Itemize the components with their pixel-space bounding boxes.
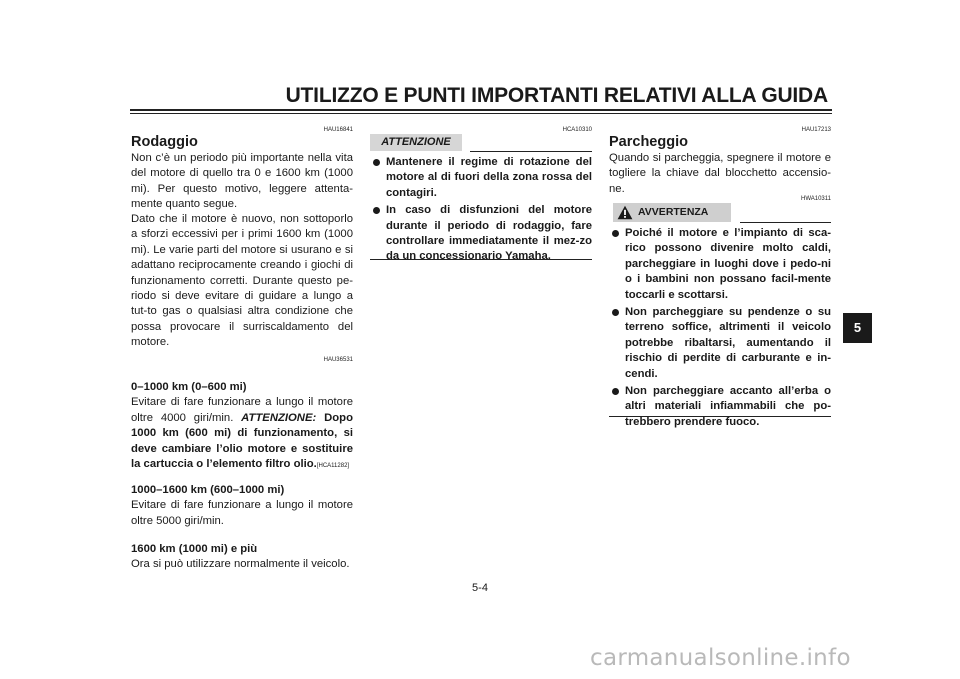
stage-2-text: Evitare di fare funzionare a lungo il motore oltre 5000 giri/min. [131, 499, 353, 527]
watermark: carmanualsonline.info [590, 645, 851, 671]
page-number: 5-4 [472, 582, 488, 594]
parcheggio-paragraph: Quando si parcheggia, spegnere il motore e togliere la chiave dal blocchetto accensio-ne. [609, 152, 831, 195]
stage-3-text: Ora si può utilizzare normalmente il veicolo. [131, 558, 350, 571]
bullet-icon [612, 309, 619, 316]
bullet-icon [373, 207, 380, 214]
breakin-stage-2 [131, 483, 353, 529]
stage-1-heading: 0–1000 km (0–600 mi) [131, 381, 247, 393]
section-code: HAU16841 [323, 127, 353, 133]
title-rule-thin [130, 113, 832, 114]
section-heading-parcheggio: Parcheggio [609, 134, 688, 150]
stage-1-caution-code: [HCA11282] [316, 463, 350, 470]
caution-bottom-rule [370, 259, 592, 260]
warning-label-box [613, 203, 731, 222]
caution-list [370, 155, 592, 267]
warning-bottom-rule [609, 416, 831, 417]
page-title: UTILIZZO E PUNTI IMPORTANTI RELATIVI ALLA GUIDA [285, 84, 828, 107]
caution-top-rule [470, 151, 592, 152]
title-rule [130, 109, 832, 111]
warning-item: Non parcheggiare su pendenze o su terreno soffice, altrimenti il veicolo potrebbe ribaltarsi, aumentando il rischio di perdite di carburante e in-cendi. [609, 305, 831, 382]
chapter-tab: 5 [843, 313, 872, 343]
bullet-icon [612, 230, 619, 237]
warning-triangle-icon [617, 205, 633, 220]
bullet-icon [612, 388, 619, 395]
breakin-stage-1 [131, 380, 353, 474]
bullet-icon [373, 159, 380, 166]
warning-label: AVVERTENZA [638, 206, 709, 218]
breakin-stage-3 [131, 542, 353, 573]
warning-list [609, 226, 831, 432]
stage-3-heading: 1600 km (1000 mi) e più [131, 543, 258, 555]
warning-top-rule [740, 222, 831, 223]
section-code: HAU17213 [801, 127, 831, 133]
stage-2-heading: 1000–1600 km (600–1000 mi) [131, 484, 285, 496]
warning-item: Non parcheggiare accanto all’erba o altri materiali infiammabili che po-trebbero prendere fuoco. [609, 384, 831, 430]
caution-code: HCA10310 [562, 127, 592, 133]
warning-code: HWA10311 [800, 196, 831, 202]
rodaggio-paragraph-2: Dato che il motore è nuovo, non sottoporlo a sforzi eccessivi per i primi 1600 km (1000 mi). Le varie parti del motore si usurano e si adattano reciprocamente creando i giochi di funzionamento corretti. Durante questo pe-riodo si deve evitare di guidare a lungo a tut-to gas o qualsiasi altra condizione che possa provocare il surriscaldamento del motore. [131, 213, 353, 349]
stage-1-caution-text: Dopo 1000 km (600 mi) di funzionamento, si deve cambiare l’olio motore e sostituire la cartuccia o l’elemento filtro olio. [131, 411, 353, 471]
section-heading-rodaggio: Rodaggio [131, 134, 198, 150]
stage-1-instruction: Evitare di fare funzionare a lungo il motore oltre 4000 giri/min. [131, 396, 353, 424]
section-code: HAU36531 [323, 357, 353, 363]
stage-1-text [131, 395, 353, 474]
warning-item: Poiché il motore e l’impianto di sca-rico possono divenire molto caldi, parcheggiare in luoghi dove i pedo-ni o i bambini non possano facil-mente toccarli e scottarsi. [609, 226, 831, 303]
rodaggio-paragraph-1: Non c’è un periodo più importante nella vita del motore di quello tra 0 e 1600 km (1000 mi). Per questo motivo, leggere attenta-mente quanto segue. [131, 152, 353, 211]
caution-label: ATTENZIONE [370, 134, 462, 151]
stage-1-caution-label: ATTENZIONE: [241, 411, 317, 424]
caution-item: Mantenere il regime di rotazione del motore al di fuori della zona rossa del contagiri. [370, 155, 592, 201]
caution-item: In caso di disfunzioni del motore durante il periodo di rodaggio, fare controllare immediatamente il mez-zo da un concessionario Yamaha. [370, 203, 592, 265]
